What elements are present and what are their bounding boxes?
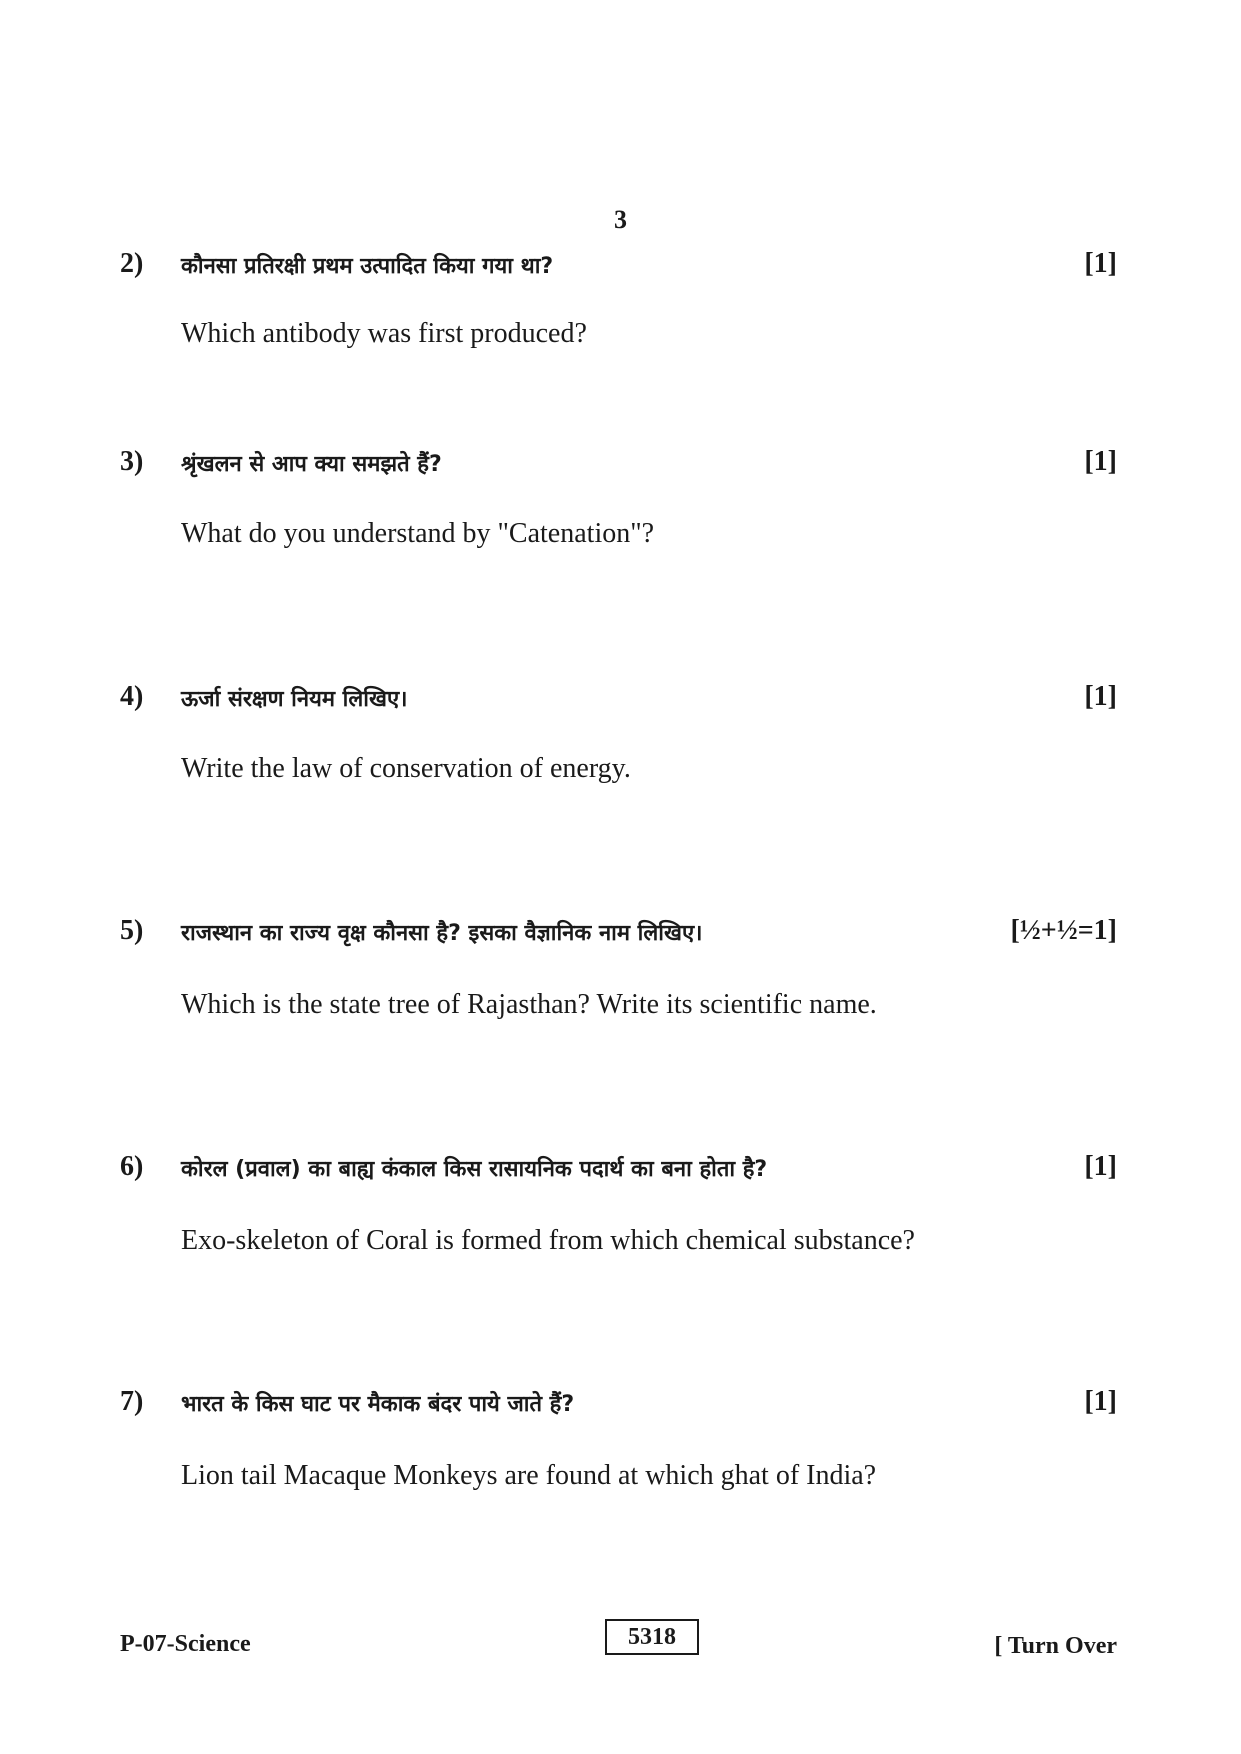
question-hindi-text: श्रृंखलन से आप क्या समझते हैं? bbox=[181, 452, 442, 477]
question-hindi-text: राजस्थान का राज्य वृक्ष कौनसा है? इसका वैज्ञानिक नाम लिखिए। bbox=[181, 921, 703, 946]
question-english-text: Write the law of conservation of energy. bbox=[181, 753, 631, 784]
question-marks: [1] bbox=[1084, 681, 1117, 712]
question-english-text: Which is the state tree of Rajasthan? Write its scientific name. bbox=[181, 989, 877, 1020]
question-english-text: Which antibody was first produced? bbox=[181, 318, 587, 349]
question-number: 7) bbox=[120, 1386, 144, 1417]
question-hindi-text: भारत के किस घाट पर मैकाक बंदर पाये जाते हैं? bbox=[181, 1392, 575, 1417]
footer-paper-code: P-07-Science bbox=[120, 1631, 251, 1657]
question-number: 5) bbox=[120, 915, 144, 946]
question-english-text: What do you understand by "Catenation"? bbox=[181, 518, 655, 549]
question-number: 6) bbox=[120, 1151, 144, 1182]
question-marks: [1] bbox=[1084, 1151, 1117, 1182]
page-number: 3 bbox=[614, 205, 627, 234]
footer-turn-over: [ Turn Over bbox=[994, 1633, 1117, 1659]
question-hindi-text: ऊर्जा संरक्षण नियम लिखिए। bbox=[181, 687, 408, 712]
question-marks: [1] bbox=[1084, 446, 1117, 477]
question-english-text: Exo-skeleton of Coral is formed from which chemical substance? bbox=[181, 1225, 915, 1256]
question-hindi-text: कौनसा प्रतिरक्षी प्रथम उत्पादित किया गया था? bbox=[181, 254, 554, 279]
question-english-text: Lion tail Macaque Monkeys are found at which ghat of India? bbox=[181, 1460, 877, 1491]
footer-center-code-box: 5318 bbox=[605, 1619, 699, 1655]
question-number: 4) bbox=[120, 681, 144, 712]
question-number: 2) bbox=[120, 248, 144, 279]
question-hindi-text: कोरल (प्रवाल) का बाह्य कंकाल किस रासायनिक पदार्थ का बना होता है? bbox=[181, 1157, 768, 1182]
question-number: 3) bbox=[120, 446, 144, 477]
question-marks: [½+½=1] bbox=[1010, 915, 1117, 946]
question-marks: [1] bbox=[1084, 248, 1117, 279]
question-marks: [1] bbox=[1084, 1386, 1117, 1417]
